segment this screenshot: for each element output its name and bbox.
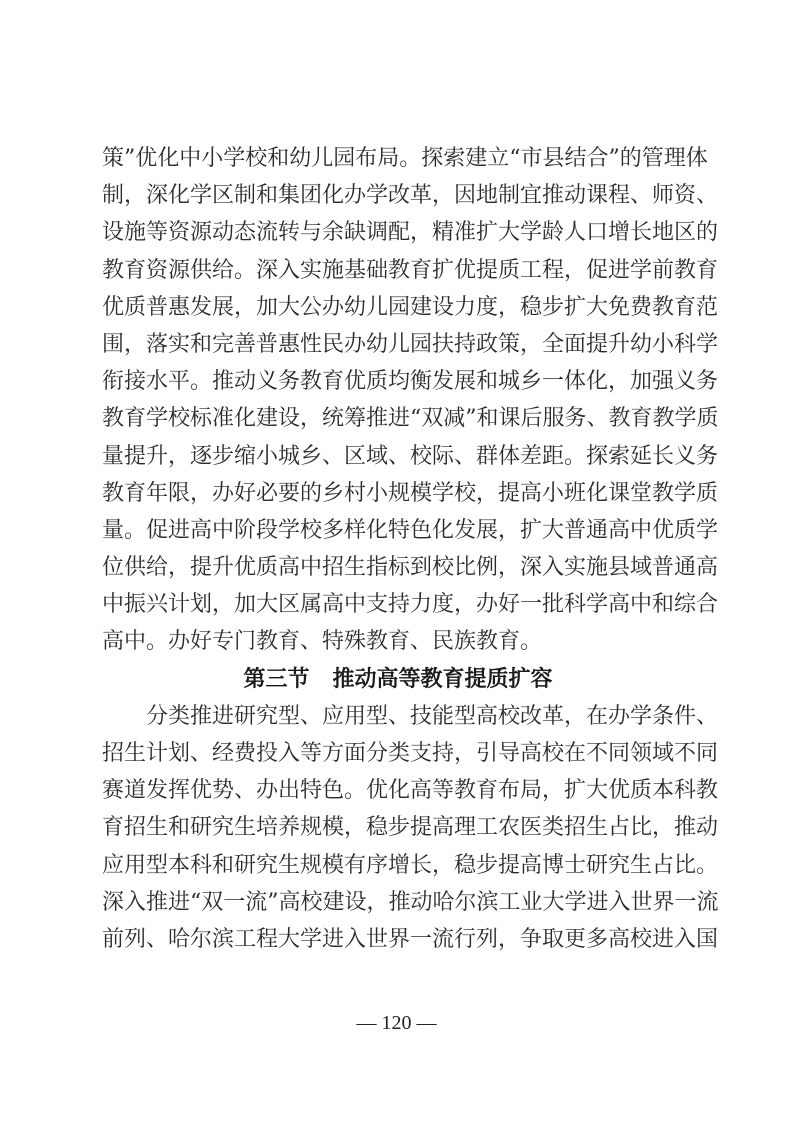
text-line: 设施等资源动态流转与余缺调配，精准扩大学龄人口增长地区的 [102, 220, 719, 246]
text-line: 中振兴计划，加大区属高中支持力度，办好一批科学高中和综合 [102, 592, 719, 618]
text-line: 位供给，提升优质高中招生指标到校比例，深入实施县域普通高 [102, 555, 719, 581]
text-line: 量提升，逐步缩小城乡、区域、校际、群体差距。探索延长义务 [102, 443, 719, 469]
text-line: 分类推进研究型、应用型、技能型高校改革，在办学条件、 [146, 703, 719, 729]
text-line: 前列、哈尔滨工程大学进入世界一流行列，争取更多高校进入国 [102, 926, 719, 952]
text-line: 深入推进“双一流”高校建设，推动哈尔滨工业大学进入世界一流 [102, 889, 719, 915]
text-line: 应用型本科和研究生规模有序增长，稳步提高博士研究生占比。 [102, 852, 719, 878]
page-number: — 120 — [356, 1012, 437, 1034]
text-line: 制，深化学区制和集团化办学改革，因地制宜推动课程、师资、 [102, 183, 719, 209]
paragraph-basic-education [102, 140, 719, 661]
text-line: 优质普惠发展，加大公办幼儿园建设力度，稳步扩大免费教育范 [102, 294, 719, 320]
text-line: 量。促进高中阶段学校多样化特色化发展，扩大普通高中优质学 [102, 517, 719, 543]
text-line: 赛道发挥优势、办出特色。优化高等教育布局，扩大优质本科教 [102, 778, 719, 804]
text-line: 教育学校标准化建设，统筹推进“双减”和课后服务、教育教学质 [102, 406, 719, 432]
text-line: 策”优化中小学校和幼儿园布局。探索建立“市县结合”的管理体 [102, 146, 708, 171]
text-line: 围，落实和完善普惠性民办幼儿园扶持政策，全面提升幼小科学 [102, 331, 719, 357]
text-line: 衔接水平。推动义务教育优质均衡发展和城乡一体化，加强义务 [102, 369, 719, 395]
document-page [102, 140, 719, 958]
text-line: 教育资源供给。深入实施基础教育扩优提质工程，促进学前教育 [102, 257, 719, 283]
text-line: 高中。办好专门教育、特殊教育、民族教育。 [102, 629, 543, 655]
text-line: 招生计划、经费投入等方面分类支持，引导高校在不同领域不同 [102, 741, 719, 766]
section-heading: 第三节 推动高等教育提质扩容 [243, 665, 553, 692]
text-line: 育招生和研究生培养规模，稳步提高理工农医类招生占比，推动 [102, 815, 719, 841]
text-line: 教育年限，办好必要的乡村小规模学校，提高小班化课堂教学质 [102, 480, 719, 506]
paragraph-higher-education [102, 698, 719, 958]
